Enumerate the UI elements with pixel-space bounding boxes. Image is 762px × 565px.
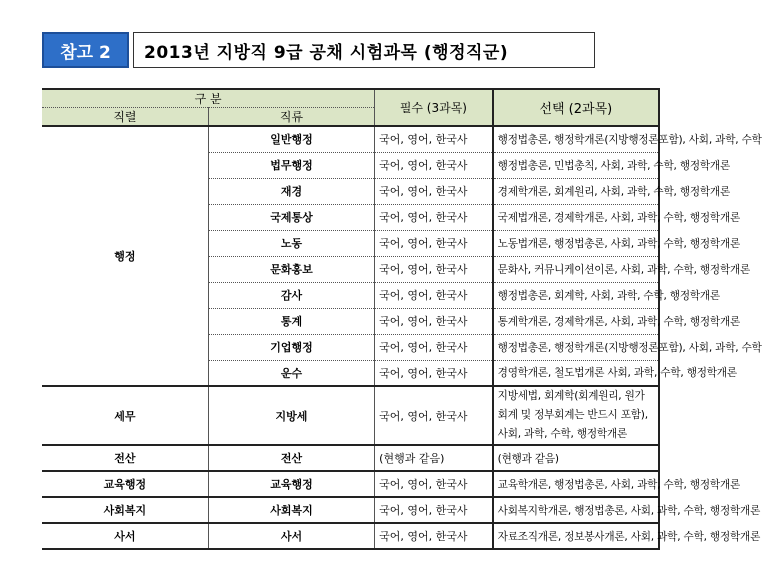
group-header: 구 분 bbox=[42, 89, 375, 108]
series-cell: 사회복지 bbox=[42, 497, 208, 523]
document-header bbox=[42, 32, 595, 68]
job-cell: 지방세 bbox=[208, 386, 374, 445]
required-cell: 국어, 영어, 한국사 bbox=[375, 497, 493, 523]
job-cell: 노동 bbox=[208, 230, 374, 256]
job-cell: 국제통상 bbox=[208, 204, 374, 230]
job-cell: 일반행정 bbox=[208, 126, 374, 152]
series-cell: 세무 bbox=[42, 386, 208, 445]
series-cell: 사서 bbox=[42, 523, 208, 549]
optional-cell: 행정법총론, 회계학, 사회, 과학, 수학, 행정학개론 bbox=[493, 282, 659, 308]
optional-cell: 지방세법, 회계학(회계원리, 원가회계 및 정부회계는 반드시 포함), 사회, 과학, 수학, 행정학개론 bbox=[493, 386, 659, 445]
job-cell: 문화홍보 bbox=[208, 256, 374, 282]
job-cell: 사회복지 bbox=[208, 497, 374, 523]
table-row bbox=[42, 497, 659, 523]
optional-cell: 행정법총론, 민법총칙, 사회, 과학, 수학, 행정학개론 bbox=[493, 152, 659, 178]
optional-cell: 문화사, 커뮤니케이션이론, 사회, 과학, 수학, 행정학개론 bbox=[493, 256, 659, 282]
optional-header: 선택 (2과목) bbox=[493, 89, 659, 126]
job-cell: 법무행정 bbox=[208, 152, 374, 178]
table-row bbox=[42, 126, 659, 152]
required-cell: (현행과 같음) bbox=[375, 445, 493, 471]
optional-cell: 행정법총론, 행정학개론(지방행정론포함), 사회, 과학, 수학 bbox=[493, 334, 659, 360]
optional-cell: 노동법개론, 행정법총론, 사회, 과학, 수학, 행정학개론 bbox=[493, 230, 659, 256]
job-cell: 전산 bbox=[208, 445, 374, 471]
job-cell: 감사 bbox=[208, 282, 374, 308]
optional-cell: 교육학개론, 행정법총론, 사회, 과학, 수학, 행정학개론 bbox=[493, 471, 659, 497]
job-cell: 기업행정 bbox=[208, 334, 374, 360]
job-cell: 재경 bbox=[208, 178, 374, 204]
series-cell: 교육행정 bbox=[42, 471, 208, 497]
reference-badge: 참고 2 bbox=[42, 32, 129, 68]
optional-cell: 사회복지학개론, 행정법총론, 사회, 과학, 수학, 행정학개론 bbox=[493, 497, 659, 523]
required-cell: 국어, 영어, 한국사 bbox=[375, 308, 493, 334]
required-cell: 국어, 영어, 한국사 bbox=[375, 256, 493, 282]
required-cell: 국어, 영어, 한국사 bbox=[375, 360, 493, 386]
table-row bbox=[42, 471, 659, 497]
job-cell: 통계 bbox=[208, 308, 374, 334]
optional-cell: 자료조직개론, 정보봉사개론, 사회, 과학, 수학, 행정학개론 bbox=[493, 523, 659, 549]
required-header: 필수 (3과목) bbox=[375, 89, 493, 126]
document-title: 2013년 지방직 9급 공채 시험과목 (행정직군) bbox=[133, 32, 595, 68]
optional-cell: 통계학개론, 경제학개론, 사회, 과학, 수학, 행정학개론 bbox=[493, 308, 659, 334]
required-cell: 국어, 영어, 한국사 bbox=[375, 204, 493, 230]
series-cell: 전산 bbox=[42, 445, 208, 471]
required-cell: 국어, 영어, 한국사 bbox=[375, 282, 493, 308]
job-header: 직류 bbox=[208, 108, 374, 127]
required-cell: 국어, 영어, 한국사 bbox=[375, 523, 493, 549]
table-row bbox=[42, 523, 659, 549]
series-header: 직렬 bbox=[42, 108, 208, 127]
optional-cell: 국제법개론, 경제학개론, 사회, 과학, 수학, 행정학개론 bbox=[493, 204, 659, 230]
exam-subjects-table bbox=[42, 88, 762, 550]
optional-cell: 행정법총론, 행정학개론(지방행정론포함), 사회, 과학, 수학 bbox=[493, 126, 659, 152]
required-cell: 국어, 영어, 한국사 bbox=[375, 126, 493, 152]
optional-cell: 경영학개론, 철도법개론 사회, 과학, 수학, 행정학개론 bbox=[493, 360, 659, 386]
optional-cell: 경제학개론, 회계원리, 사회, 과학, 수학, 행정학개론 bbox=[493, 178, 659, 204]
required-cell: 국어, 영어, 한국사 bbox=[375, 334, 493, 360]
job-cell: 교육행정 bbox=[208, 471, 374, 497]
table-row bbox=[42, 386, 659, 445]
job-cell: 사서 bbox=[208, 523, 374, 549]
required-cell: 국어, 영어, 한국사 bbox=[375, 471, 493, 497]
required-cell: 국어, 영어, 한국사 bbox=[375, 386, 493, 445]
required-cell: 국어, 영어, 한국사 bbox=[375, 230, 493, 256]
required-cell: 국어, 영어, 한국사 bbox=[375, 178, 493, 204]
optional-cell: (현행과 같음) bbox=[493, 445, 659, 471]
series-cell: 행정 bbox=[42, 126, 208, 386]
table-row bbox=[42, 445, 659, 471]
job-cell: 운수 bbox=[208, 360, 374, 386]
required-cell: 국어, 영어, 한국사 bbox=[375, 152, 493, 178]
